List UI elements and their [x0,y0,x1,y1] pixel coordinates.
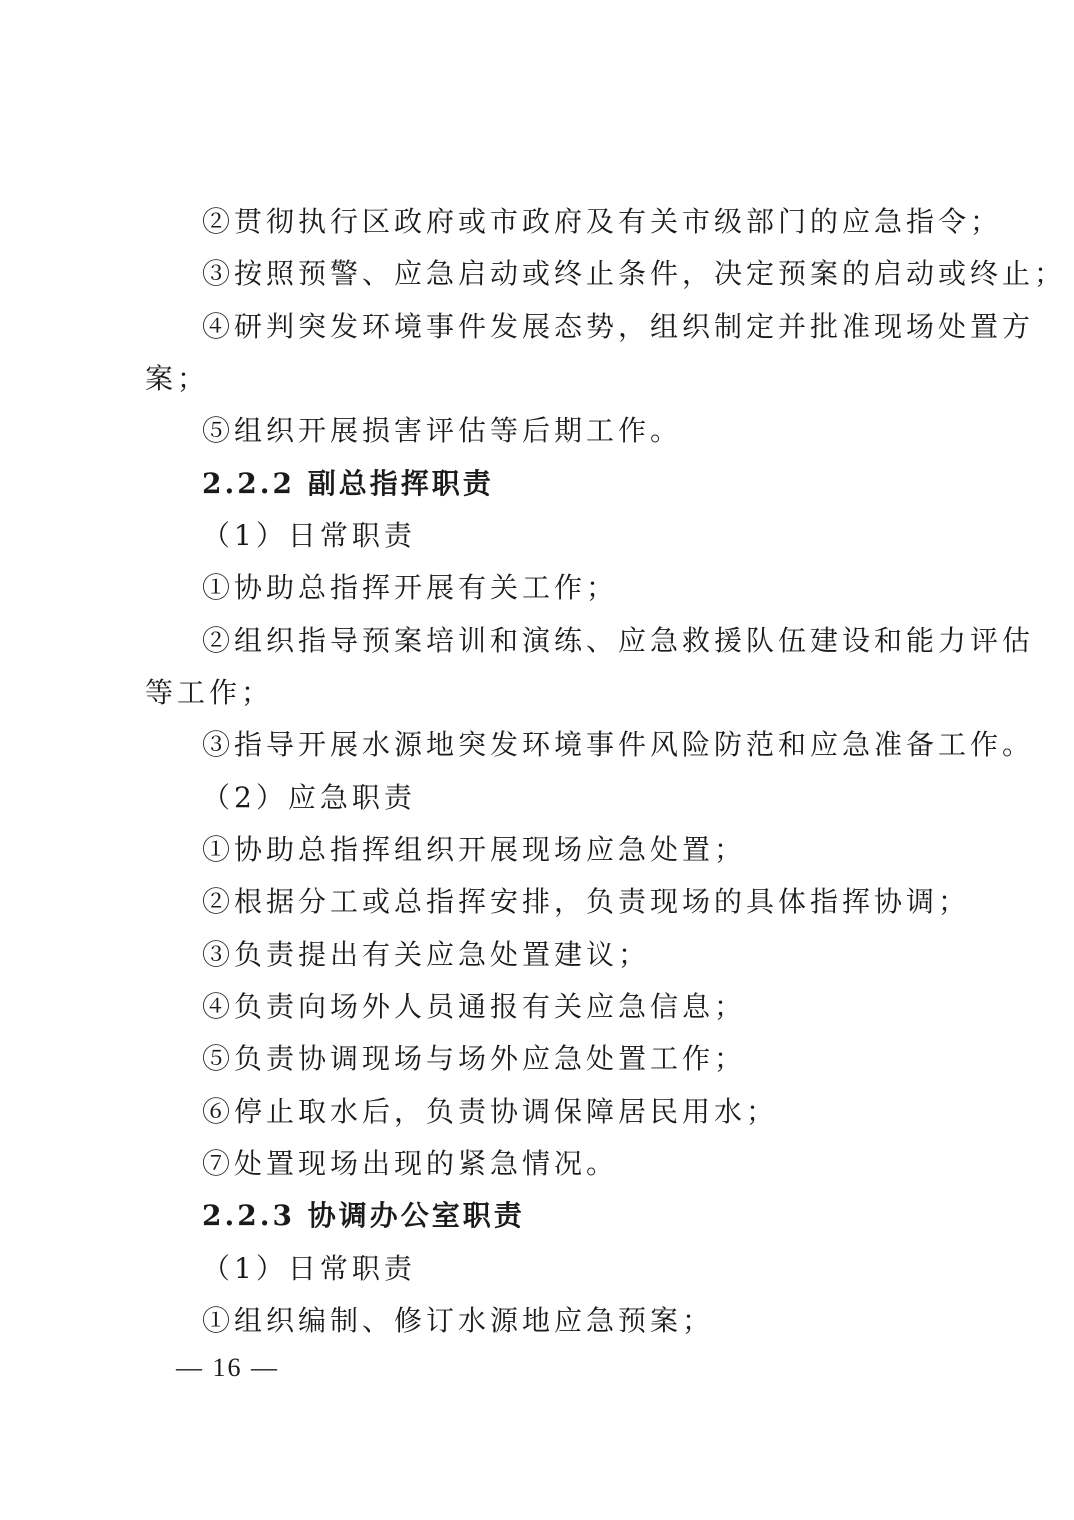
section-heading: 2.2.2 副总指挥职责 [202,467,494,500]
paragraph-line: 等工作； [145,676,274,709]
paragraph-line: ①协助总指挥开展有关工作； [202,571,619,604]
paragraph-line: ⑥停止取水后，负责协调保障居民用水； [202,1095,779,1128]
subsection-label: （1）日常职责 [202,1252,416,1285]
subsection-label: （1）日常职责 [202,519,416,552]
paragraph-line: ③按照预警、应急启动或终止条件，决定预案的启动或终止； [202,257,1067,290]
paragraph-line: ①协助总指挥组织开展现场应急处置； [202,833,747,866]
paragraph-line: ②根据分工或总指挥安排，负责现场的具体指挥协调； [202,885,971,918]
paragraph-line: ⑦处置现场出现的紧急情况。 [202,1147,619,1180]
paragraph-line: ④负责向场外人员通报有关应急信息； [202,990,747,1023]
subsection-label: （2）应急职责 [202,781,416,814]
section-heading: 2.2.3 协调办公室职责 [202,1199,525,1232]
paragraph-line: ②组织指导预案培训和演练、应急救援队伍建设和能力评估 [202,624,1035,657]
paragraph-line: 案； [145,362,210,395]
paragraph-line: ③负责提出有关应急处置建议； [202,938,651,971]
paragraph-line: ④研判突发环境事件发展态势，组织制定并批准现场处置方 [202,310,1035,343]
paragraph-line: ①组织编制、修订水源地应急预案； [202,1304,715,1337]
page-number: — 16 — [176,1353,279,1382]
paragraph-line: ③指导开展水源地突发环境事件风险防范和应急准备工作。 [202,728,1035,761]
paragraph-line: ⑤组织开展损害评估等后期工作。 [202,414,683,447]
paragraph-line: ⑤负责协调现场与场外应急处置工作； [202,1042,747,1075]
paragraph-line: ②贯彻执行区政府或市政府及有关市级部门的应急指令； [202,205,1003,238]
